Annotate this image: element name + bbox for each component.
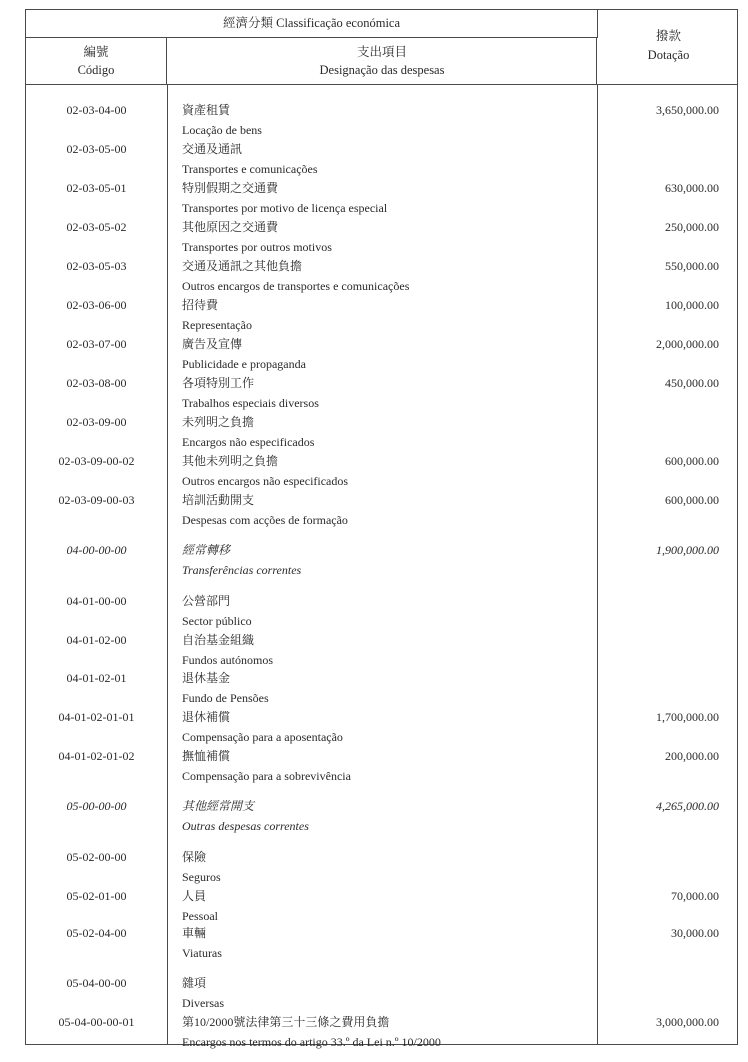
row-desc-zh: 未列明之負擔 [182, 415, 255, 429]
row-value: 1,700,000.00 [656, 710, 719, 724]
row-code: 02-03-04-00 [66, 103, 127, 117]
row-desc-zh: 招待費 [182, 298, 219, 312]
row-code: 04-01-02-01-01 [58, 710, 135, 724]
row-desc-pt: Fundos autónomos [182, 652, 274, 667]
row-code: 04-01-02-01-02 [58, 749, 135, 763]
header-code-zh: 編號 [83, 45, 109, 59]
row-desc-zh: 撫恤補償 [182, 749, 231, 763]
row-value: 4,265,000.00 [656, 799, 719, 813]
row-value: 100,000.00 [665, 298, 719, 312]
row-desc-zh: 公營部門 [182, 594, 231, 608]
row-desc-pt: Trabalhos especiais diversos [182, 395, 319, 410]
header-dotation-pt: Dotação [647, 48, 690, 62]
header-designation [168, 38, 597, 84]
row-desc-pt: Pessoal [182, 908, 218, 923]
row-desc-zh: 特別假期之交通費 [182, 181, 279, 195]
row-code: 02-03-05-03 [66, 259, 127, 273]
row-code: 04-01-00-00 [66, 594, 127, 608]
header-code [26, 38, 167, 84]
row-value: 630,000.00 [665, 181, 719, 195]
row-desc-pt: Outros encargos não especificados [182, 473, 349, 488]
budget-table [25, 9, 738, 1049]
row-desc-pt: Despesas com acções de formação [182, 512, 348, 527]
row-desc-zh: 培訓活動開支 [182, 493, 255, 507]
row-desc-pt: Outras despesas correntes [182, 818, 309, 833]
row-code: 02-03-05-01 [66, 181, 127, 195]
row-code: 04-00-00-00 [66, 543, 127, 557]
row-code: 05-00-00-00 [66, 799, 127, 813]
row-desc-zh: 交通及通訊 [182, 142, 243, 156]
row-desc-pt: Compensação para a aposentação [182, 729, 343, 744]
row-code: 05-04-00-00-01 [58, 1015, 135, 1029]
header-dotation [598, 10, 739, 84]
row-value: 550,000.00 [665, 259, 719, 273]
row-desc-zh: 退休基金 [182, 671, 231, 685]
row-value: 30,000.00 [671, 926, 719, 940]
row-desc-zh: 其他未列明之負擔 [182, 454, 279, 468]
row-desc-pt: Diversas [182, 995, 224, 1010]
row-value: 600,000.00 [665, 454, 719, 468]
row-desc-zh: 第10/2000號法律第三十三條之費用負擔 [182, 1015, 390, 1029]
row-code: 02-03-05-00 [66, 142, 127, 156]
row-desc-pt: Sector público [182, 613, 252, 628]
row-code: 02-03-09-00-02 [58, 454, 135, 468]
row-value: 250,000.00 [665, 220, 719, 234]
column-divider [597, 84, 598, 1044]
row-desc-zh: 其他經常開支 [182, 799, 255, 813]
row-desc-pt: Publicidade e propaganda [182, 356, 306, 371]
row-desc-zh: 經常轉移 [182, 543, 231, 557]
row-desc-pt: Locação de bens [182, 122, 262, 137]
row-code: 02-03-09-00-03 [58, 493, 135, 507]
row-desc-zh: 雜項 [182, 976, 207, 990]
row-code: 02-03-09-00 [66, 415, 127, 429]
header-designation-pt: Designação das despesas [319, 63, 445, 77]
row-value: 3,650,000.00 [656, 103, 719, 117]
row-desc-zh: 人員 [182, 889, 207, 903]
header-dotation-zh: 撥款 [655, 29, 681, 43]
column-divider [167, 84, 168, 1044]
row-desc-zh: 退休補償 [182, 710, 231, 724]
row-desc-zh: 交通及通訊之其他負擔 [182, 259, 303, 273]
row-desc-zh: 車輛 [182, 926, 207, 940]
row-code: 02-03-07-00 [66, 337, 127, 351]
header-designation-zh: 支出項目 [356, 45, 407, 59]
row-code: 02-03-05-02 [66, 220, 127, 234]
row-desc-pt: Encargos nos termos do artigo 33.º da Lei n.º 10/2000 [182, 1034, 441, 1049]
row-desc-zh: 各項特別工作 [182, 376, 255, 390]
row-value: 70,000.00 [671, 889, 719, 903]
row-desc-zh: 保險 [182, 850, 207, 864]
row-code: 02-03-08-00 [66, 376, 127, 390]
row-code: 05-04-00-00 [66, 976, 127, 990]
row-value: 3,000,000.00 [656, 1015, 719, 1029]
row-value: 1,900,000.00 [656, 543, 719, 557]
row-desc-pt: Fundo de Pensões [182, 690, 269, 705]
header-code-pt: Código [77, 63, 115, 77]
row-value: 600,000.00 [665, 493, 719, 507]
row-desc-pt: Transferências correntes [182, 562, 302, 577]
row-desc-zh: 自治基金組織 [182, 633, 255, 647]
row-value: 450,000.00 [665, 376, 719, 390]
row-value: 2,000,000.00 [656, 337, 719, 351]
table-header [26, 10, 737, 85]
row-desc-zh: 資產租賃 [182, 103, 231, 117]
header-economic-classification: 經濟分類 Classificação económica [26, 10, 598, 38]
row-desc-zh: 其他原因之交通費 [182, 220, 279, 234]
row-desc-pt: Seguros [182, 869, 221, 884]
row-desc-pt: Compensação para a sobrevivência [182, 768, 351, 783]
row-code: 04-01-02-00 [66, 633, 127, 647]
row-desc-pt: Encargos não especificados [182, 434, 315, 449]
row-desc-pt: Transportes por outros motivos [182, 239, 332, 254]
row-desc-pt: Representação [182, 317, 252, 332]
row-code: 05-02-01-00 [66, 889, 127, 903]
row-desc-zh: 廣告及宣傳 [182, 337, 243, 351]
row-desc-pt: Outros encargos de transportes e comunicações [182, 278, 410, 293]
row-code: 04-01-02-01 [66, 671, 127, 685]
row-code: 02-03-06-00 [66, 298, 127, 312]
row-desc-pt: Viaturas [182, 945, 222, 960]
row-code: 05-02-00-00 [66, 850, 127, 864]
row-desc-pt: Transportes e comunicações [182, 161, 318, 176]
row-code: 05-02-04-00 [66, 926, 127, 940]
row-value: 200,000.00 [665, 749, 719, 763]
row-desc-pt: Transportes por motivo de licença especial [182, 200, 388, 215]
